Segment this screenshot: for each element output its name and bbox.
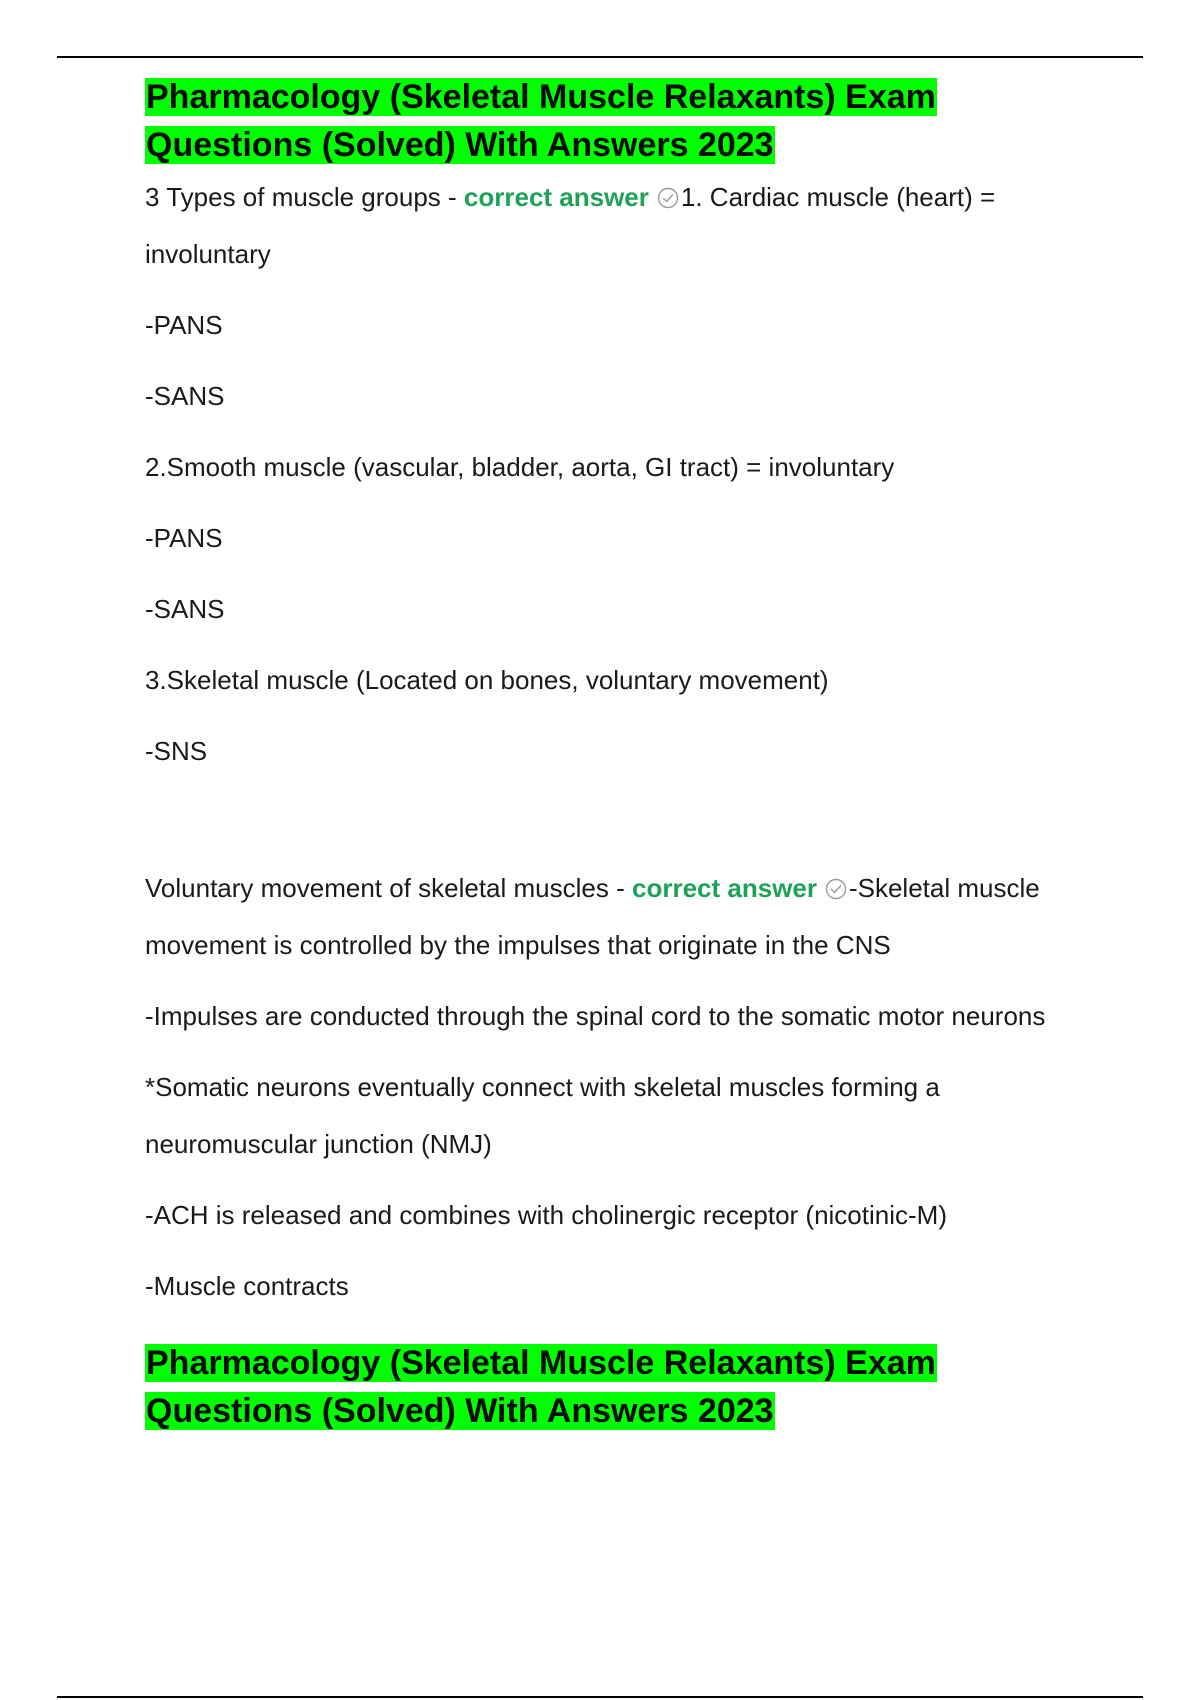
qa1-line-sans-1: -SANS — [145, 381, 225, 411]
qa2-question: Voluntary movement of skeletal muscles - — [145, 873, 632, 903]
qa2-answer-start: -Skeletal muscle movement is controlled by the impulses that originate in the CNS — [145, 873, 1040, 960]
qa-block-muscle-types — [145, 169, 1105, 780]
check-circle-icon — [825, 878, 847, 900]
qa1-line-smooth-muscle: 2.Smooth muscle (vascular, bladder, aorta, GI tract) = involuntary — [145, 452, 895, 482]
check-circle-icon — [657, 187, 679, 209]
footer-title-highlight: Pharmacology (Skeletal Muscle Relaxants) Exam Questions (Solved) With Answers 2023 — [146, 1344, 936, 1430]
footer-title — [145, 1339, 1105, 1435]
qa2-answer-label: correct answer — [631, 873, 817, 903]
qa1-line-pans-1: -PANS — [145, 310, 223, 340]
title-highlight: Pharmacology (Skeletal Muscle Relaxants) Exam Questions (Solved) With Answers 2023 — [146, 78, 936, 164]
top-rule — [57, 56, 1143, 58]
qa2-line-somatic-neurons: *Somatic neurons eventually connect with skeletal muscles forming a neuromuscular junction (NMJ) — [145, 1072, 940, 1159]
qa1-question-line — [145, 169, 1105, 283]
document-title — [145, 73, 1105, 169]
qa1-answer-start: 1. Cardiac muscle (heart) = involuntary — [145, 182, 996, 269]
qa-block-voluntary-movement — [145, 860, 1105, 1315]
qa1-line-skeletal-muscle: 3.Skeletal muscle (Located on bones, voluntary movement) — [145, 665, 829, 695]
qa2-line-ach: -ACH is released and combines with cholinergic receptor (nicotinic-M) — [145, 1200, 947, 1230]
qa2-line-impulses: -Impulses are conducted through the spinal cord to the somatic motor neurons — [145, 1001, 1046, 1031]
qa1-line-pans-2: -PANS — [145, 523, 223, 553]
page-content — [145, 73, 1105, 1435]
qa2-line-muscle-contracts: -Muscle contracts — [145, 1271, 349, 1301]
qa1-question: 3 Types of muscle groups - — [145, 182, 464, 212]
bottom-rule — [57, 1696, 1143, 1698]
qa1-answer-label: correct answer — [463, 182, 649, 212]
qa2-question-line — [145, 860, 1105, 974]
qa1-line-sns: -SNS — [145, 736, 208, 766]
qa1-line-sans-2: -SANS — [145, 594, 225, 624]
